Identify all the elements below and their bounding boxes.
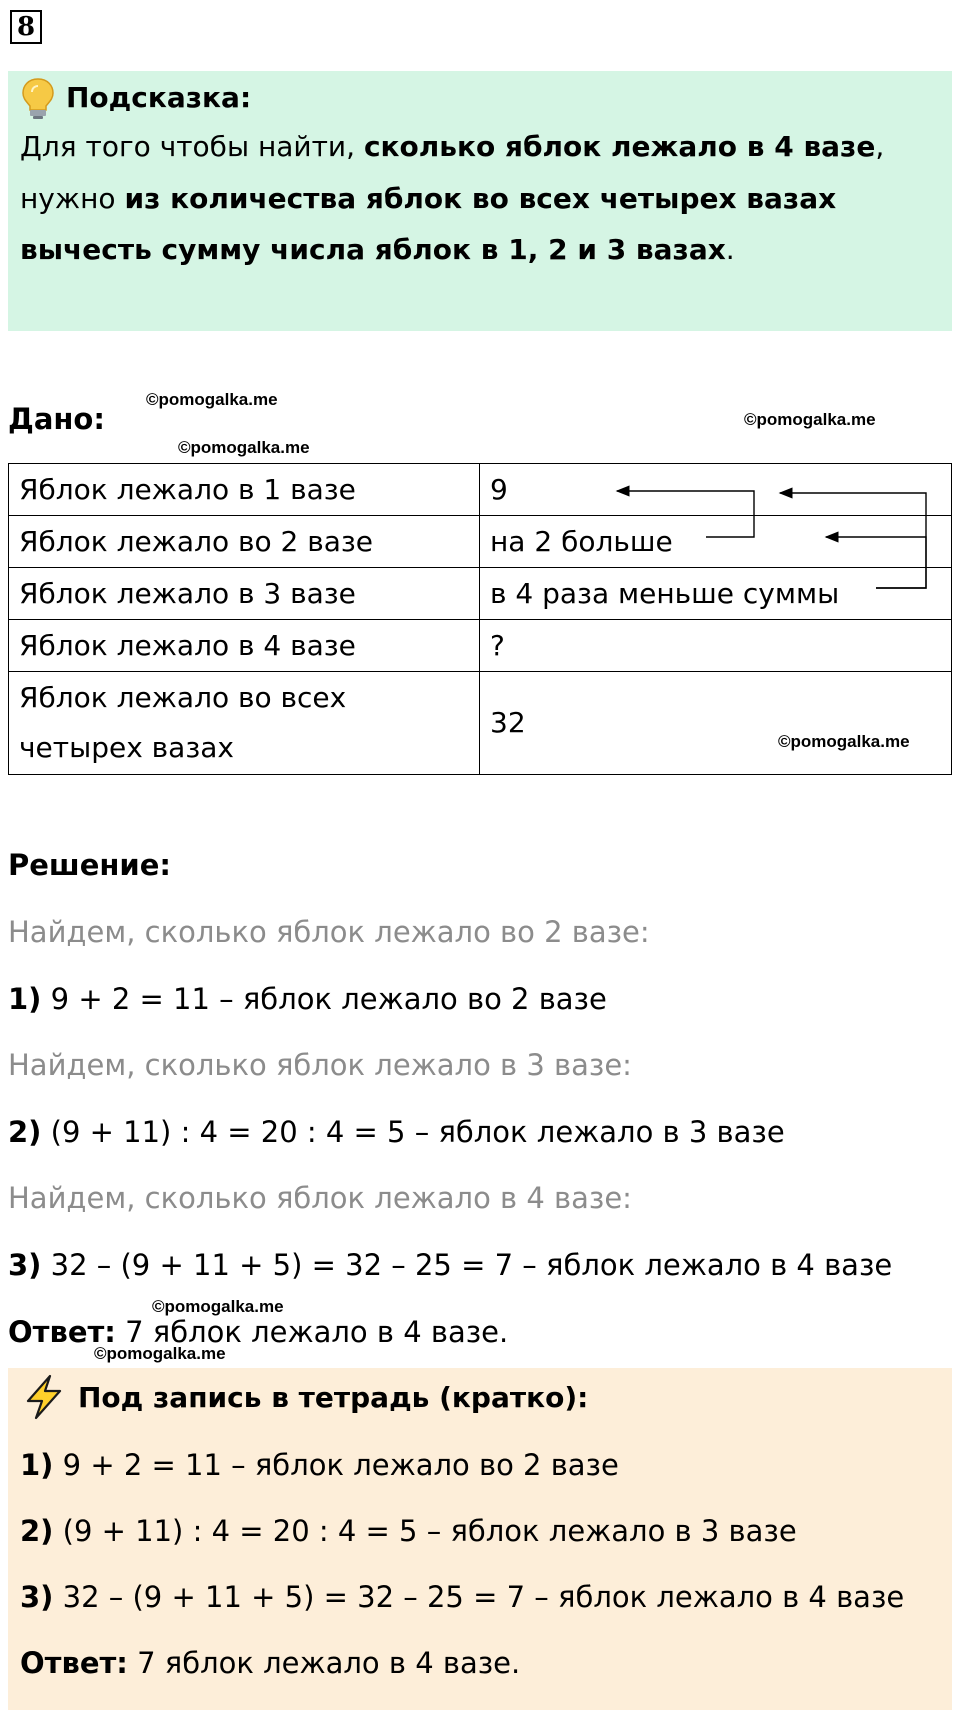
hint-line-2 (20, 181, 836, 217)
solution-hint: Найдем, сколько яблок лежало во 2 вазе: (8, 915, 650, 949)
solution-step-2 (8, 1115, 785, 1149)
label-line: Яблок лежало во всех (19, 681, 347, 714)
answer-label: Ответ: (8, 1315, 116, 1349)
table-cell-value: в 4 раза меньше суммы (480, 568, 952, 620)
step-number: 3) (8, 1248, 42, 1282)
hint-line-1 (20, 129, 884, 165)
answer-label: Ответ: (20, 1646, 128, 1680)
hint-text: нужно (20, 182, 125, 215)
solution-hint: Найдем, сколько яблок лежало в 3 вазе: (8, 1048, 632, 1082)
step-number: 2) (20, 1514, 54, 1548)
watermark: ©pomogalka.me (744, 410, 876, 429)
table-row (9, 516, 952, 568)
hint-line-3 (20, 232, 735, 268)
watermark: ©pomogalka.me (152, 1297, 284, 1316)
hint-text: . (725, 233, 735, 266)
solution-hint: Найдем, сколько яблок лежало в 4 вазе: (8, 1181, 632, 1215)
watermark: ©pomogalka.me (778, 732, 910, 751)
answer-text: 7 яблок лежало в 4 вазе. (127, 1646, 521, 1680)
answer-text: 7 яблок лежало в 4 вазе. (115, 1315, 509, 1349)
watermark: ©pomogalka.me (178, 438, 310, 457)
step-text: 32 – (9 + 11 + 5) = 32 – 25 = 7 – яблок лежало в 4 вазе (41, 1248, 893, 1282)
table-cell-label: Яблок лежало в 4 вазе (9, 620, 480, 672)
notes-answer (20, 1646, 520, 1680)
given-title: Дано: (8, 402, 105, 436)
hint-title: Подсказка: (66, 81, 252, 114)
table-cell-value: ? (480, 620, 952, 672)
step-number: 3) (20, 1580, 54, 1614)
hint-text: , (875, 130, 885, 163)
step-number: 1) (20, 1448, 54, 1482)
step-text: (9 + 11) : 4 = 20 : 4 = 5 – яблок лежало в 3 вазе (41, 1115, 785, 1149)
label-line: четырех вазах (19, 731, 234, 764)
notes-title: Под запись в тетрадь (кратко): (78, 1381, 589, 1414)
task-number: 8 (10, 10, 42, 44)
lightbulb-icon (18, 76, 58, 120)
table-row (9, 672, 952, 775)
table-row (9, 568, 952, 620)
table-cell-value: 9 (480, 464, 952, 516)
watermark: ©pomogalka.me (94, 1344, 226, 1363)
solution-step-1 (8, 982, 607, 1016)
notes-step-3 (20, 1580, 904, 1614)
watermark: ©pomogalka.me (146, 390, 278, 409)
solution-answer (8, 1315, 508, 1349)
table-cell-label: Яблок лежало в 3 вазе (9, 568, 480, 620)
given-table (8, 463, 952, 775)
table-cell-value: на 2 больше (480, 516, 952, 568)
step-text: 32 – (9 + 11 + 5) = 32 – 25 = 7 – яблок лежало в 4 вазе (53, 1580, 905, 1614)
table-cell-label: Яблок лежало во 2 вазе (9, 516, 480, 568)
table-row (9, 464, 952, 516)
step-text: 9 + 2 = 11 – яблок лежало во 2 вазе (53, 1448, 619, 1482)
table-cell-value: 32 (480, 672, 952, 775)
table-row (9, 620, 952, 672)
step-text: 9 + 2 = 11 – яблок лежало во 2 вазе (41, 982, 607, 1016)
notes-step-1 (20, 1448, 619, 1482)
step-text: (9 + 11) : 4 = 20 : 4 = 5 – яблок лежало в 3 вазе (53, 1514, 797, 1548)
step-number: 1) (8, 982, 42, 1016)
hint-text: Для того чтобы найти, (20, 130, 364, 163)
lightning-icon (22, 1374, 66, 1420)
solution-step-3 (8, 1248, 892, 1282)
step-number: 2) (8, 1115, 42, 1149)
hint-emphasis: сколько яблок лежало в 4 вазе (363, 130, 876, 163)
table-cell-label: Яблок лежало в 1 вазе (9, 464, 480, 516)
hint-emphasis: вычесть сумму числа яблок в 1, 2 и 3 вазах (20, 233, 726, 266)
notes-step-2 (20, 1514, 797, 1548)
table-cell-label (9, 672, 480, 775)
solution-title: Решение: (8, 848, 172, 882)
hint-emphasis: из количества яблок во всех четырех вазах (124, 182, 837, 215)
